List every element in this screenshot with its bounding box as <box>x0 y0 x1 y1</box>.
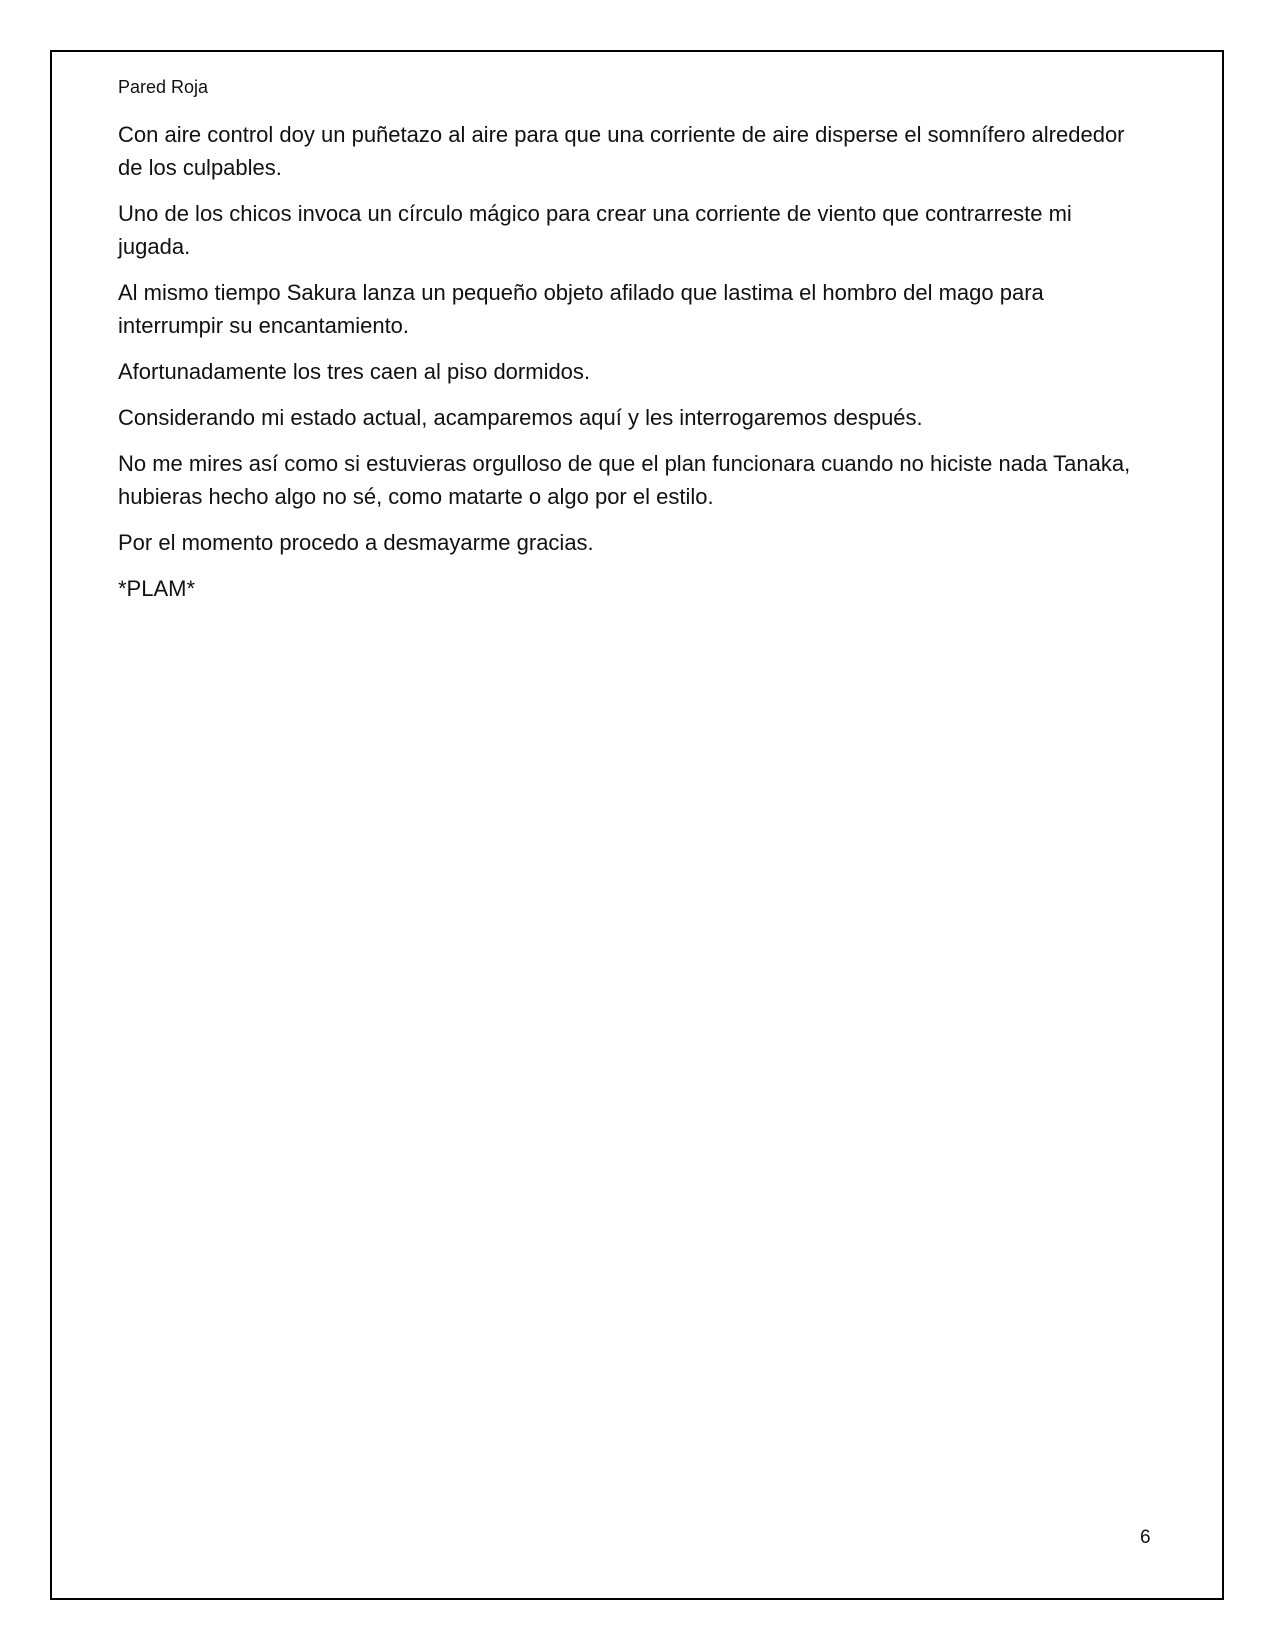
page-number: 6 <box>1140 1527 1151 1548</box>
paragraph: Afortunadamente los tres caen al piso dormidos. <box>118 359 591 384</box>
paragraph: Con aire control doy un puñetazo al aire para que una corriente de aire disperse el somnífero alrededor de los culpables. <box>118 122 1125 180</box>
paragraph: Al mismo tiempo Sakura lanza un pequeño objeto afilado que lastima el hombro del mago para interrumpir su encantamiento. <box>118 280 1044 338</box>
paragraph: Por el momento procedo a desmayarme gracias. <box>118 530 594 555</box>
paragraph: Considerando mi estado actual, acamparemos aquí y les interrogaremos después. <box>118 405 923 430</box>
document-body <box>118 118 1148 618</box>
running-header: Pared Roja <box>118 77 209 97</box>
paragraph: *PLAM* <box>118 576 196 601</box>
paragraph: No me mires así como si estuvieras orgulloso de que el plan funcionara cuando no hiciste nada Tanaka, hubieras hecho algo no sé, como matarte o algo por el estilo. <box>118 451 1131 509</box>
paragraph: Uno de los chicos invoca un círculo mágico para crear una corriente de viento que contrarreste mi jugada. <box>118 201 1072 259</box>
